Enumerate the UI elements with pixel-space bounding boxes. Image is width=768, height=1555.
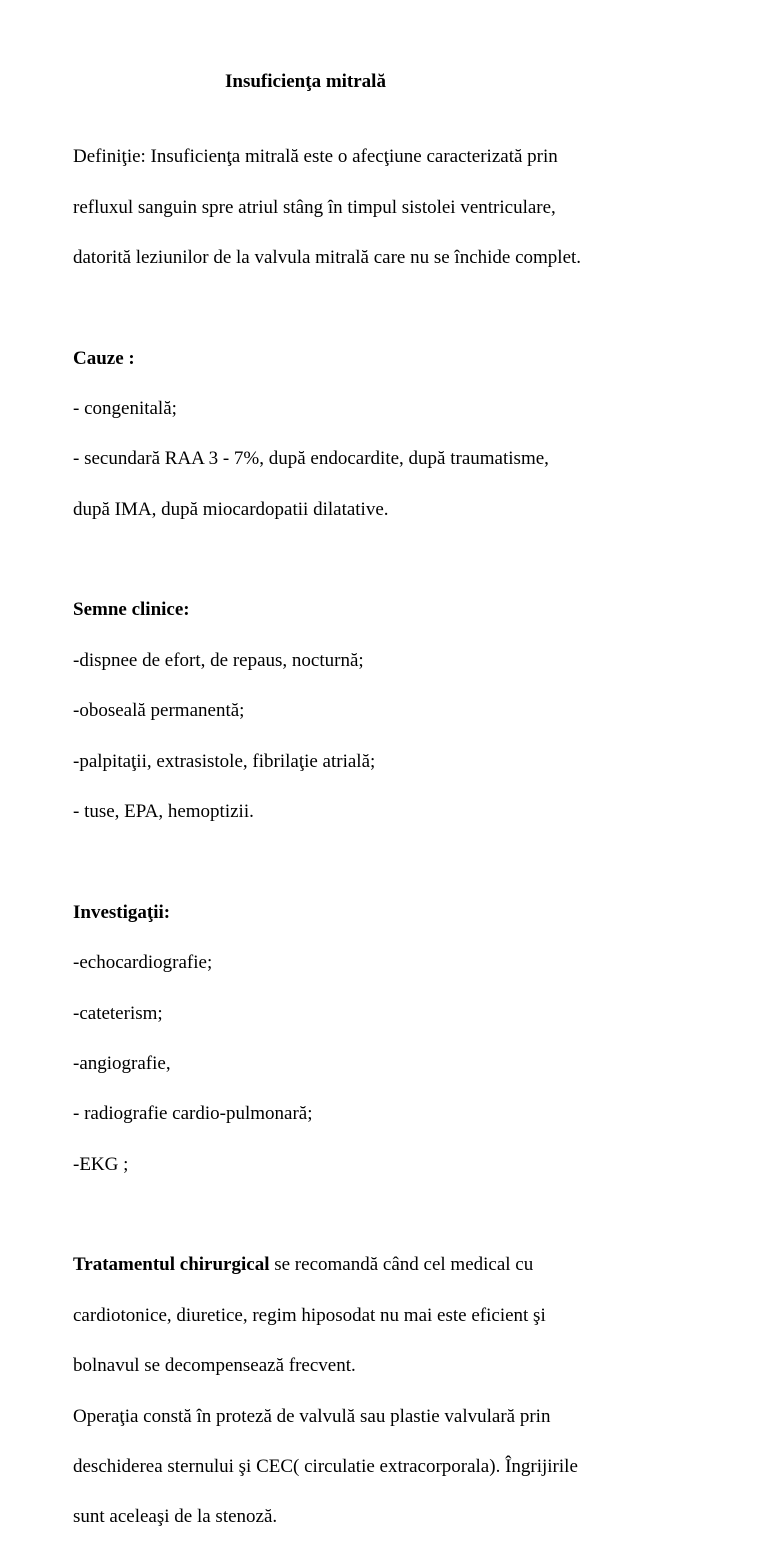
investigations-heading: Investigaţii:: [73, 901, 171, 923]
treatment-section: [73, 1227, 713, 1555]
treatment-line: bolnavul se decompensează frecvent.: [73, 1355, 356, 1377]
definition-line: Definiţie: Insuficienţa mitrală este o afecţiune caracterizată prin: [73, 146, 558, 168]
definition-line: refluxul sanguin spre atriul stâng în timpul sistolei ventriculare,: [73, 196, 556, 218]
causes-item: - congenitală;: [73, 398, 177, 420]
document-page: [73, 69, 713, 1555]
treatment-line: deschiderea sternului şi CEC( circulatie extracorporala). Îngrijirile: [73, 1455, 578, 1477]
document-title: Insuficienţa mitrală: [225, 71, 386, 92]
paragraph-spacer: [73, 295, 713, 320]
causes-item: - secundară RAA 3 - 7%, după endocardite, după traumatisme,: [73, 448, 549, 470]
causes-heading: Cauze :: [73, 347, 135, 369]
signs-item: -palpitaţii, extrasistole, fibrilaţie atrială;: [73, 750, 376, 772]
investigations-item: -EKG ;: [73, 1153, 129, 1175]
treatment-heading: Tratamentul chirurgical: [73, 1254, 270, 1276]
signs-item: -oboseală permanentă;: [73, 700, 245, 722]
causes-item: după IMA, după miocardopatii dilatative.: [73, 498, 389, 520]
investigations-item: - radiografie cardio-pulmonară;: [73, 1103, 313, 1125]
paragraph-spacer: [73, 1202, 713, 1227]
treatment-line: Operaţia constă în proteză de valvulă sau plastie valvulară prin: [73, 1405, 551, 1427]
causes-section: [73, 320, 713, 547]
signs-section: [73, 572, 713, 849]
definition-line: datorită leziunilor de la valvula mitrală care nu se închide complet.: [73, 247, 582, 269]
treatment-line: cardiotonice, diuretice, regim hiposodat nu mai este eficient şi: [73, 1304, 546, 1326]
signs-heading: Semne clinice:: [73, 599, 190, 621]
paragraph-spacer: [73, 547, 713, 572]
treatment-line: sunt aceleaşi de la stenoză.: [73, 1506, 278, 1528]
investigations-item: -angiografie,: [73, 1052, 171, 1074]
investigations-item: -cateterism;: [73, 1002, 163, 1024]
treatment-first-line: [73, 1252, 713, 1277]
investigations-item: -echocardiografie;: [73, 952, 213, 974]
paragraph-spacer: [73, 849, 713, 874]
definition-paragraph: [73, 119, 713, 295]
signs-item: -dispnee de efort, de repaus, nocturnă;: [73, 649, 364, 671]
treatment-first-line-text: se recomandă când cel medical cu: [269, 1254, 534, 1276]
investigations-section: [73, 874, 713, 1202]
signs-item: - tuse, EPA, hemoptizii.: [73, 801, 254, 823]
